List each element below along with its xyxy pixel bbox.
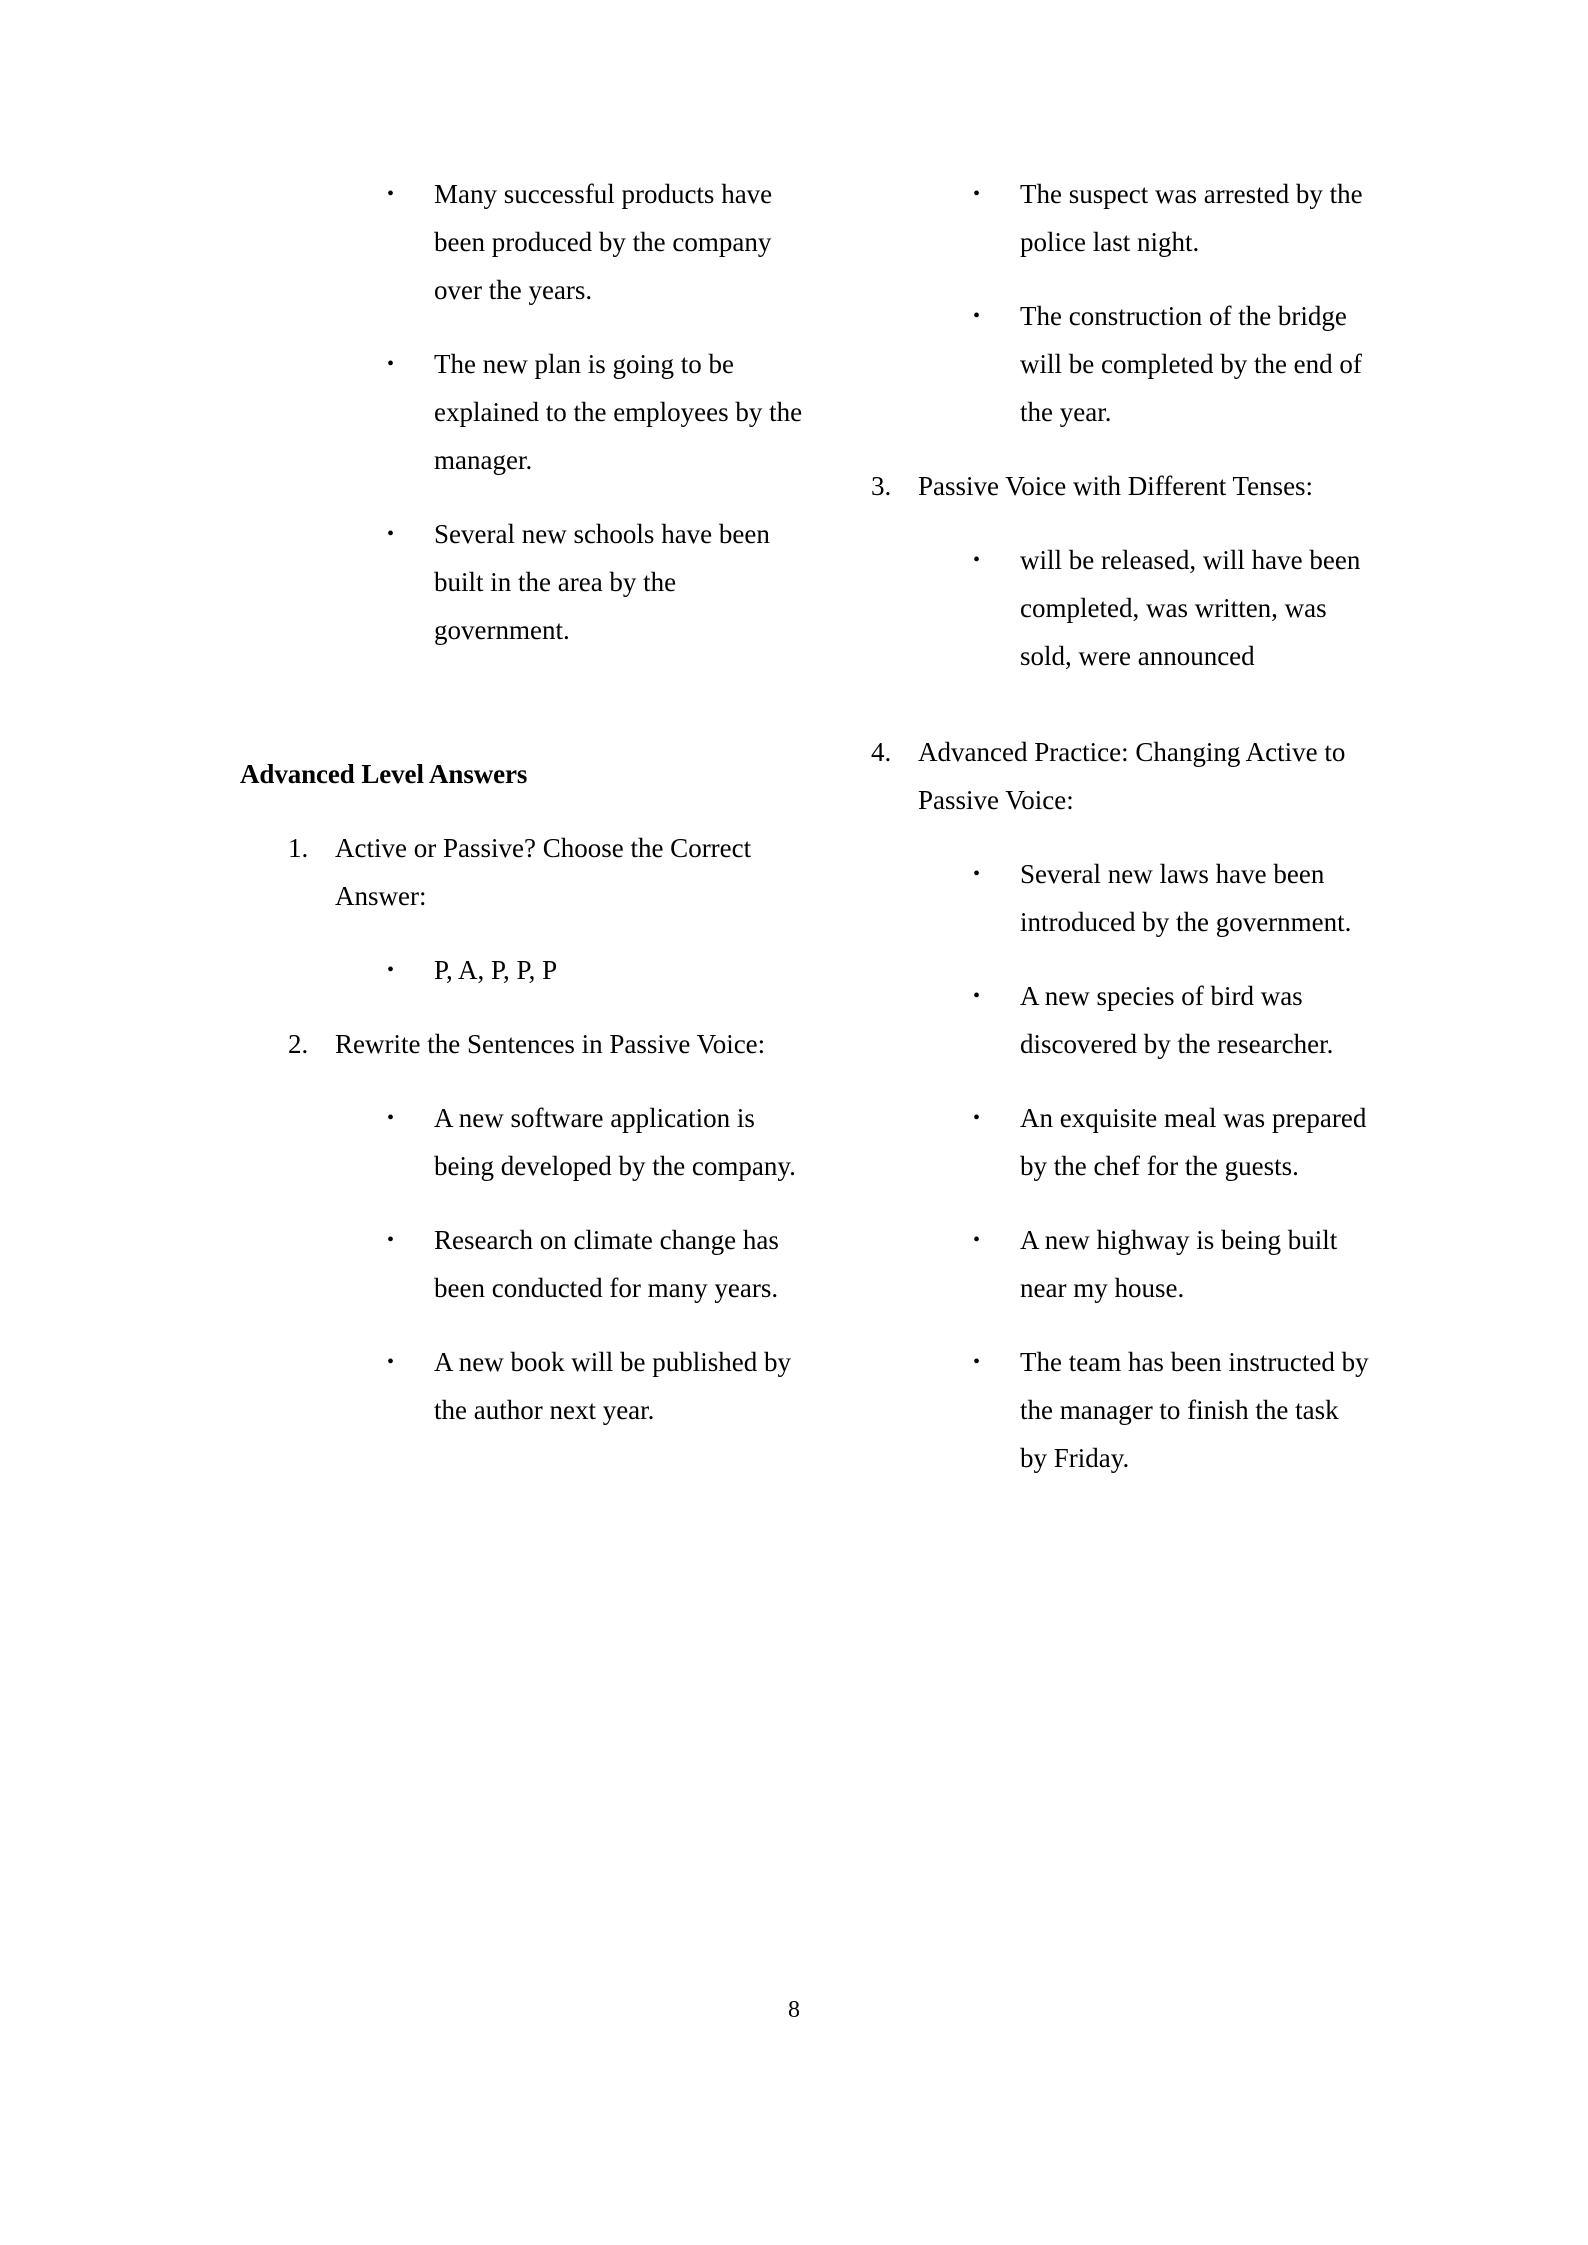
section-heading-advanced-level-answers: Advanced Level Answers: [240, 759, 528, 789]
spacer: [240, 1068, 810, 1094]
left-top-bullet-list: [387, 170, 810, 654]
spacer: [240, 994, 810, 1020]
list-item: [973, 1338, 1371, 1482]
list-item-text: A new software application is being developed by the company.: [434, 1103, 796, 1181]
numbered-item-title: Advanced Practice: Changing Active to Passive Voice:: [918, 737, 1346, 815]
spacer: [871, 680, 1371, 728]
list-item-text: The suspect was arrested by the police last night.: [1020, 179, 1363, 257]
list-item: [973, 170, 1371, 266]
list-item-text: Several new schools have been built in the area by the government.: [434, 519, 770, 645]
right-item-3-bullet-list: [973, 536, 1371, 680]
spacer: [387, 314, 810, 340]
bullet-icon: •: [387, 523, 395, 545]
list-item: [973, 1094, 1371, 1190]
list-item: [973, 536, 1371, 680]
bullet-icon: •: [387, 1107, 395, 1129]
spacer: [973, 1312, 1371, 1338]
list-item-text: P, A, P, P, P: [434, 955, 558, 985]
spacer: [973, 946, 1371, 972]
right-column: [871, 170, 1371, 1482]
numbered-item-title: Active or Passive? Choose the Correct Answer:: [335, 833, 752, 911]
list-marker: 2.: [288, 1029, 309, 1059]
list-item-text: The team has been instructed by the manager to finish the task by Friday.: [1020, 1347, 1369, 1473]
spacer: [240, 920, 810, 946]
list-item-text: Research on climate change has been conducted for many years.: [434, 1225, 779, 1303]
list-item-text: A new species of bird was discovered by the researcher.: [1020, 981, 1334, 1059]
list-item: [387, 340, 810, 484]
bullet-icon: •: [387, 1351, 395, 1373]
spacer: [240, 654, 810, 750]
spacer: [871, 824, 1371, 850]
bullet-icon: •: [387, 183, 395, 205]
numbered-item-title: Passive Voice with Different Tenses:: [918, 471, 1314, 501]
list-item-text: will be released, will have been completed, was written, was sold, were announced: [1020, 545, 1361, 671]
spacer: [973, 266, 1371, 292]
bullet-icon: •: [973, 1351, 981, 1373]
spacer: [973, 1068, 1371, 1094]
bullet-icon: •: [973, 1229, 981, 1251]
list-item-text: The new plan is going to be explained to the employees by the manager.: [434, 349, 803, 475]
left-column: [240, 170, 810, 1434]
bullet-icon: •: [973, 985, 981, 1007]
list-item: [973, 1216, 1371, 1312]
list-item: [387, 510, 810, 654]
list-item: [387, 170, 810, 314]
numbered-item-3: [871, 462, 1371, 510]
spacer: [973, 1190, 1371, 1216]
list-item-text: Several new laws have been introduced by the government.: [1020, 859, 1352, 937]
bullet-icon: •: [973, 305, 981, 327]
numbered-item-2: [240, 1020, 810, 1068]
spacer: [387, 484, 810, 510]
list-item: [387, 1216, 810, 1312]
bullet-icon: •: [387, 1229, 395, 1251]
numbered-item-4: [871, 728, 1371, 824]
left-item-1-bullet-list: [387, 946, 810, 994]
list-item-text: The construction of the bridge will be completed by the end of the year.: [1020, 301, 1362, 427]
page-number: 8: [788, 1997, 800, 2023]
bullet-icon: •: [387, 959, 395, 981]
bullet-icon: •: [387, 353, 395, 375]
list-item: [973, 972, 1371, 1068]
list-item: [973, 850, 1371, 946]
list-item: [387, 946, 810, 994]
bullet-icon: •: [973, 863, 981, 885]
bullet-icon: •: [973, 1107, 981, 1129]
spacer: [387, 1190, 810, 1216]
bullet-icon: •: [973, 549, 981, 571]
list-marker: 1.: [288, 833, 309, 863]
spacer: [871, 510, 1371, 536]
numbered-item-1: [240, 824, 810, 920]
numbered-item-title: Rewrite the Sentences in Passive Voice:: [335, 1029, 766, 1059]
list-item: [973, 292, 1371, 436]
list-item: [387, 1094, 810, 1190]
spacer: [240, 798, 810, 824]
right-top-bullet-list: [973, 170, 1371, 436]
left-item-2-bullet-list: [387, 1094, 810, 1434]
list-item-text: A new book will be published by the author next year.: [434, 1347, 791, 1425]
list-item-text: An exquisite meal was prepared by the chef for the guests.: [1020, 1103, 1367, 1181]
list-item-text: Many successful products have been produced by the company over the years.: [434, 179, 773, 305]
list-marker: 3.: [871, 471, 892, 501]
bullet-icon: •: [973, 183, 981, 205]
spacer: [387, 1312, 810, 1338]
right-item-4-bullet-list: [973, 850, 1371, 1482]
list-item: [387, 1338, 810, 1434]
list-item-text: A new highway is being built near my house.: [1020, 1225, 1338, 1303]
list-marker: 4.: [871, 737, 892, 767]
spacer: [871, 436, 1371, 462]
